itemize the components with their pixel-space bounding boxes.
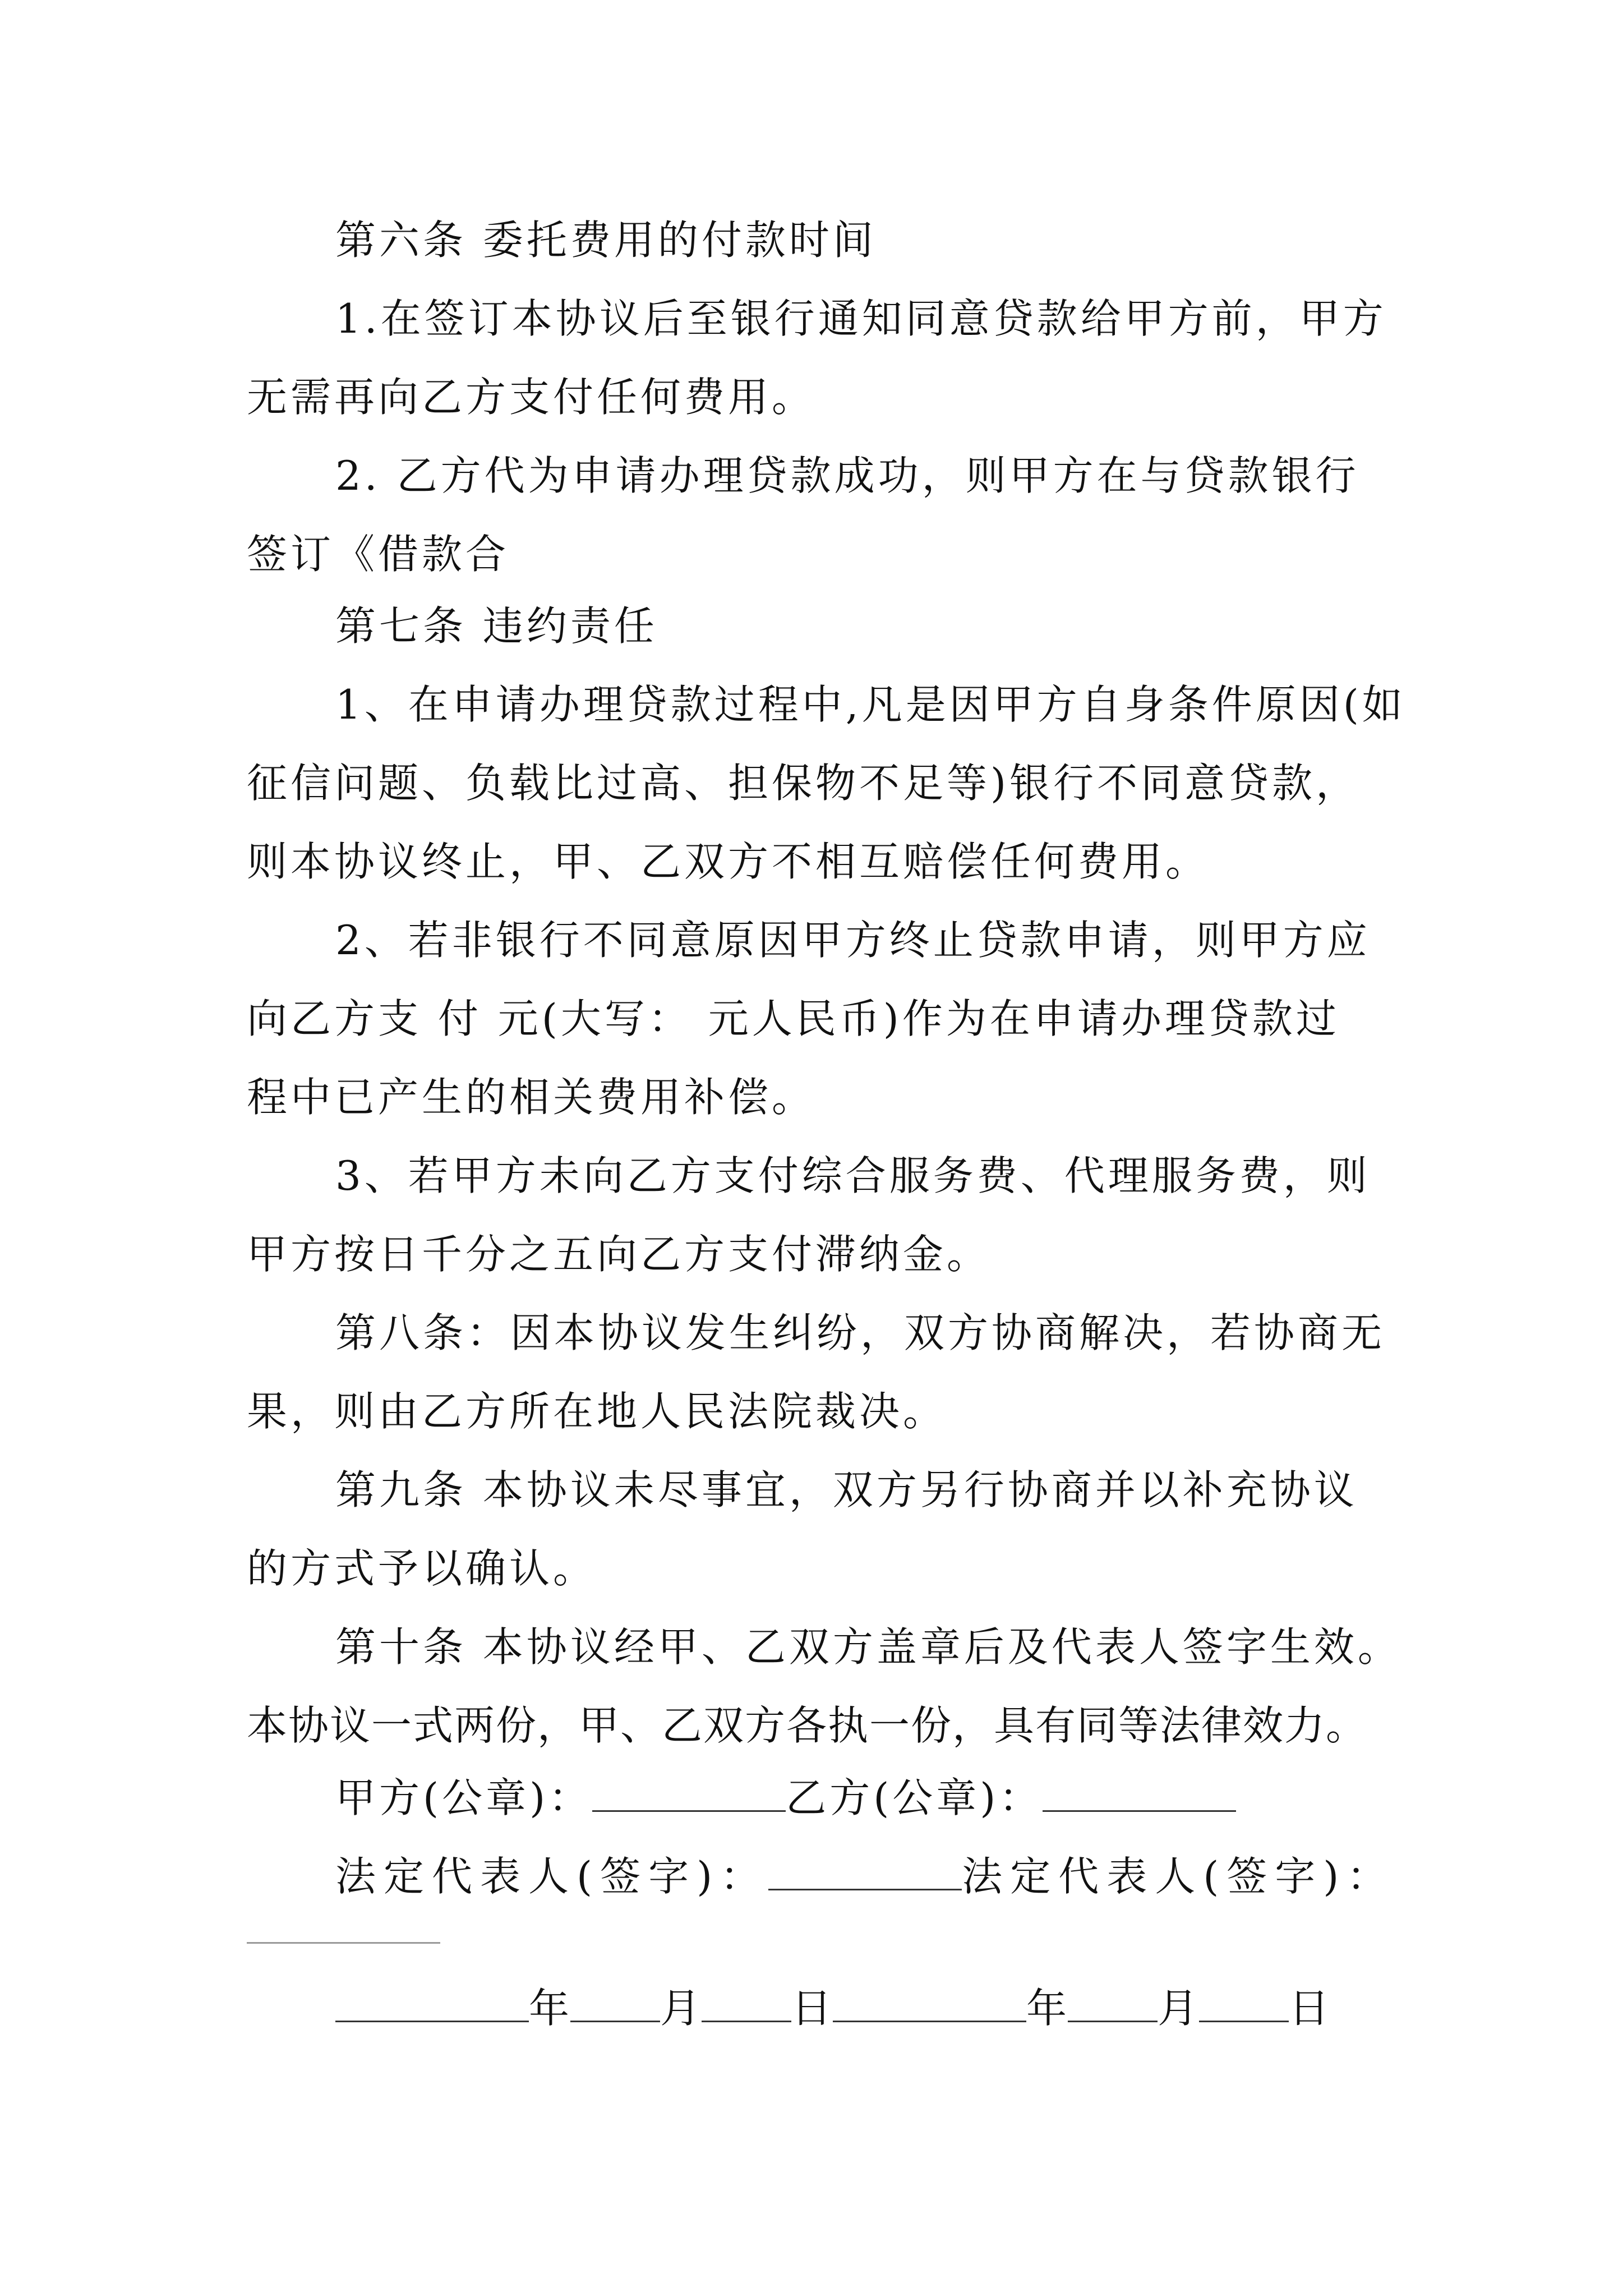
article-6-clause-1-line-2: 无需再向乙方支付任何费用。 (247, 374, 816, 421)
article-7-clause-3-line-2: 甲方按日千分之五向乙方支付滞纳金。 (247, 1231, 991, 1278)
legal-rep-a-blank[interactable] (768, 1854, 962, 1890)
date-b-day-label: 日 (1289, 1985, 1331, 2032)
date-a-day-blank[interactable] (702, 1986, 791, 2022)
article-6-clause-2-line-2: 签订《借款合 (247, 531, 510, 578)
article-7-clause-2-line-1: 2、若非银行不同意原因甲方终止贷款申请，则甲方应 (335, 917, 1371, 964)
date-b-day-blank[interactable] (1199, 1986, 1289, 2022)
article-8-line-1: 第八条：因本协议发生纠纷，双方协商解决，若协商无 (335, 1309, 1386, 1356)
date-a-day-label: 日 (791, 1985, 833, 2032)
date-a-year-blank[interactable] (335, 1986, 529, 2022)
party-a-seal-blank[interactable] (592, 1775, 786, 1812)
date-b-year-blank[interactable] (833, 1986, 1026, 2022)
article-6-clause-1-line-1: 1.在签订本协议后至银行通知同意贷款给甲方前，甲方 (335, 295, 1387, 342)
party-b-seal-blank[interactable] (1043, 1775, 1236, 1812)
article-9-line-2: 的方式予以确认。 (247, 1545, 597, 1592)
date-a-year-label: 年 (529, 1985, 571, 2032)
date-a-month-label: 月 (660, 1985, 702, 2032)
article-7-clause-1-line-3: 则本协议终止，甲、乙双方不相互赔偿任何费用。 (247, 838, 1210, 885)
date-a-month-blank[interactable] (570, 1986, 660, 2022)
article-6-clause-2-line-1: 2. 乙方代为申请办理贷款成功，则甲方在与贷款银行 (335, 452, 1359, 499)
article-10-line-2: 本协议一式两份，甲、乙双方各执一份，具有同等法律效力。 (247, 1702, 1368, 1749)
article-7-clause-1-line-1: 1、在申请办理贷款过程中,凡是因甲方自身条件原因(如 (335, 681, 1406, 728)
seal-line (335, 1774, 1236, 1821)
date-b-month-label: 月 (1158, 1985, 1200, 2032)
article-10-line-1: 第十条 本协议经甲、乙双方盖章后及代表人签字生效。 (335, 1623, 1401, 1671)
article-7-clause-2-line-3: 程中已产生的相关费用补偿。 (247, 1074, 816, 1121)
party-b-seal-label: 乙方(公章)： (786, 1774, 1043, 1821)
article-7-heading: 第七条 违约责任 (335, 602, 658, 650)
legal-rep-a-label: 法定代表人(签字)： (335, 1853, 769, 1900)
date-b-year-label: 年 (1026, 1985, 1068, 2032)
date-line (335, 1985, 1331, 2032)
legal-rep-b-label: 法定代表人(签字)： (962, 1853, 1395, 1900)
legal-rep-line (335, 1853, 1395, 1900)
article-6-heading: 第六条 委托费用的付款时间 (335, 217, 877, 264)
article-9-line-1: 第九条 本协议未尽事宜，双方另行协商并以补充协议 (335, 1466, 1358, 1513)
article-7-clause-3-line-1: 3、若甲方未向乙方支付综合服务费、代理服务费，则 (335, 1152, 1371, 1199)
party-a-seal-label: 甲方(公章)： (335, 1774, 593, 1821)
article-8-line-2: 果，则由乙方所在地人民法院裁决。 (247, 1388, 947, 1435)
article-7-clause-1-line-2: 征信问题、负载比过高、担保物不足等)银行不同意贷款， (247, 760, 1360, 807)
date-b-month-blank[interactable] (1068, 1986, 1158, 2022)
article-7-clause-2-line-2: 向乙方支 付 元(大写： 元人民币)作为在申请办理贷款过 (247, 995, 1340, 1042)
legal-rep-b-blank[interactable] (247, 1942, 440, 1944)
